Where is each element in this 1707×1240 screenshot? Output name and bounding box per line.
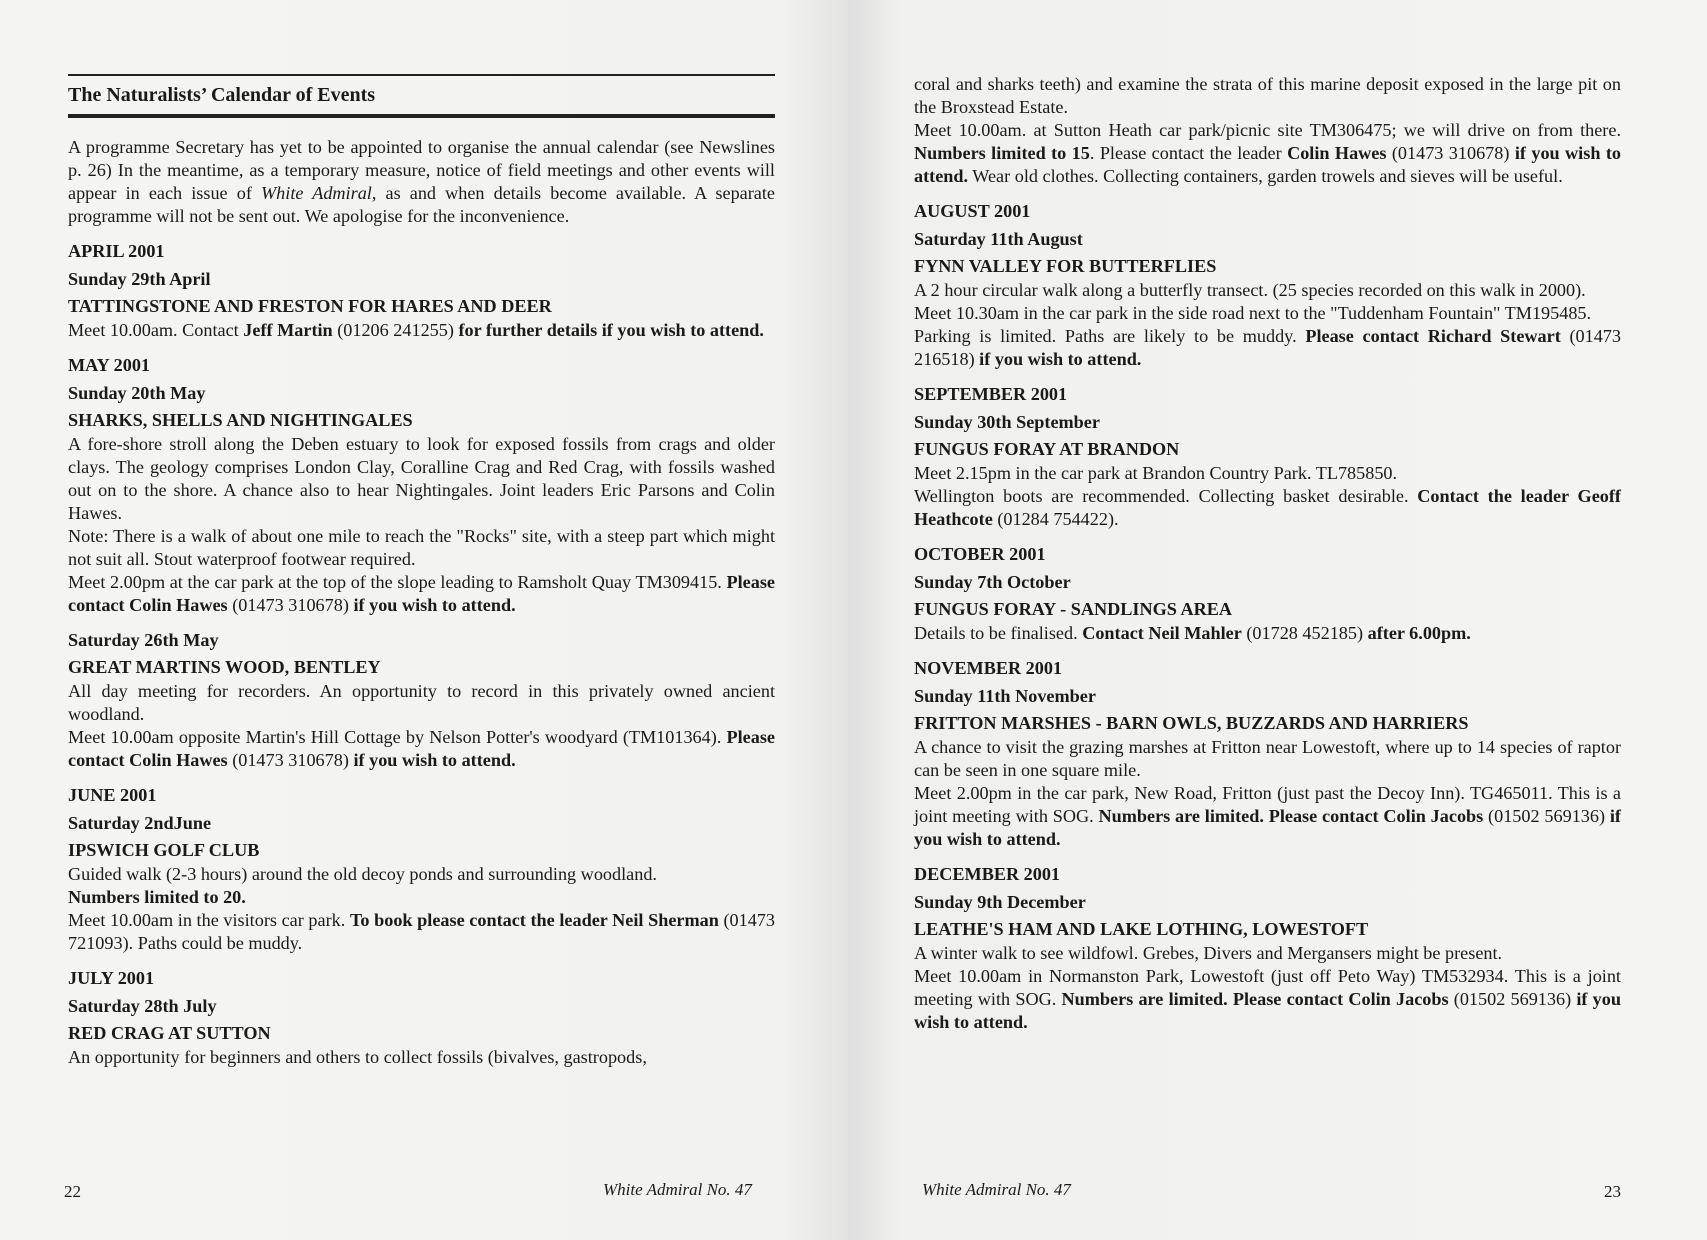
event-description: coral and sharks teeth) and examine the strata of this marine deposit exposed in the large pit on the Broxstead Estate. [914, 74, 1621, 117]
event-details: Meet 10.00am. Contact Jeff Martin (01206 241255) for further details if you wish to attend. [68, 320, 764, 340]
event-details: Details to be finalised. Contact Neil Mahler (01728 452185) after 6.00pm. [914, 623, 1471, 643]
left-column [68, 74, 775, 1081]
event-july-continued [914, 73, 1621, 188]
event-title: IPSWICH GOLF CLUB [68, 840, 260, 860]
month-heading: OCTOBER 2001 [914, 544, 1046, 564]
event-details: Meet 2.00pm in the car park, New Road, Fritton (just past the Decoy Inn). TG465011. This is a joint meeting with SOG. Numbers are limited. Please contact Colin Jacobs (01502 569136) if you wish to attend. [914, 783, 1621, 849]
event-date: Sunday 9th December [914, 892, 1086, 912]
month-heading: SEPTEMBER 2001 [914, 384, 1068, 404]
running-footer: White Admiral No. 47 [603, 1180, 752, 1199]
event-description: Guided walk (2-3 hours) around the old decoy ponds and surrounding woodland. [68, 864, 657, 884]
event-description: A winter walk to see wildfowl. Grebes, Divers and Mergansers might be present. [914, 943, 1503, 963]
month-heading: MAY 2001 [68, 355, 151, 375]
running-footer: White Admiral No. 47 [922, 1180, 1071, 1199]
event-august [914, 200, 1621, 371]
event-details: Meet 10.00am. at Sutton Heath car park/picnic site TM306475; we will drive on from there. Numbers limited to 15. Please contact the leader Colin Hawes (01473 310678) if you wish to attend. Wear old clothes. Collecting containers, garden trowels and sieves will be useful. [914, 120, 1621, 186]
month-heading: JULY 2001 [68, 968, 155, 988]
event-date: Saturday 11th August [914, 229, 1083, 249]
event-title: FRITTON MARSHES - BARN OWLS, BUZZARDS AND HARRIERS [914, 713, 1469, 733]
event-date: Sunday 30th September [914, 412, 1100, 432]
event-meeting-point: Meet 2.15pm in the car park at Brandon Country Park. TL785850. [914, 463, 1398, 483]
event-note: Note: There is a walk of about one mile to reach the "Rocks" site, with a steep part which might not suit all. Stout waterproof footwear required. [68, 526, 775, 569]
section-header [68, 74, 775, 118]
event-title: SHARKS, SHELLS AND NIGHTINGALES [68, 410, 413, 430]
event-date: Saturday 2ndJune [68, 813, 212, 833]
left-page [0, 0, 848, 1240]
event-title: FYNN VALLEY FOR BUTTERFLIES [914, 256, 1217, 276]
right-column [914, 73, 1621, 1046]
event-october [914, 543, 1621, 645]
event-date: Sunday 29th April [68, 269, 211, 289]
event-date: Sunday 20th May [68, 383, 206, 403]
event-meeting-point: Meet 10.30am in the car park in the side road next to the "Tuddenham Fountain" TM195485. [914, 303, 1592, 323]
event-description: A 2 hour circular walk along a butterfly transect. (25 species recorded on this walk in 2000). [914, 280, 1586, 300]
section-title: The Naturalists’ Calendar of Events [68, 84, 376, 106]
event-date: Sunday 11th November [914, 686, 1096, 706]
event-limit: Numbers limited to 20. [68, 887, 246, 907]
month-heading: AUGUST 2001 [914, 201, 1031, 221]
page-number: 23 [1604, 1182, 1621, 1201]
event-july [68, 967, 775, 1069]
event-description: An opportunity for beginners and others to collect fossils (bivalves, gastropods, [68, 1047, 647, 1067]
event-date: Saturday 26th May [68, 630, 219, 650]
event-description: All day meeting for recorders. An opportunity to record in this privately owned ancient woodland. [68, 681, 775, 724]
event-april [68, 240, 775, 342]
event-september [914, 383, 1621, 531]
event-description: A chance to visit the grazing marshes at Fritton near Lowestoft, where up to 14 species of raptor can be seen in one square mile. [914, 737, 1621, 780]
event-details: Meet 10.00am opposite Martin's Hill Cottage by Nelson Potter's woodyard (TM101364). Please contact Colin Hawes (01473 310678) if you wish to attend. [68, 727, 775, 770]
event-description: A fore-shore stroll along the Deben estuary to look for exposed fossils from crags and older clays. The geology comprises London Clay, Coralline Crag and Red Crag, with fossils washed out on to the shore. A chance also to hear Nightingales. Joint leaders Eric Parsons and Colin Hawes. [68, 434, 775, 523]
right-page [848, 0, 1707, 1240]
month-heading: DECEMBER 2001 [914, 864, 1061, 884]
page-number: 22 [64, 1182, 81, 1201]
month-heading: JUNE 2001 [68, 785, 157, 805]
event-details: Wellington boots are recommended. Collecting basket desirable. Contact the leader Geoff Heathcote (01284 754422). [914, 486, 1621, 529]
event-may-2 [68, 629, 775, 772]
event-details: Parking is limited. Paths are likely to be muddy. Please contact Richard Stewart (01473 216518) if you wish to attend. [914, 326, 1621, 369]
event-details: Meet 10.00am in the visitors car park. To book please contact the leader Neil Sherman (01473 721093). Paths could be muddy. [68, 910, 775, 953]
magazine-title: White Admiral [261, 183, 372, 203]
event-november [914, 657, 1621, 851]
event-date: Sunday 7th October [914, 572, 1071, 592]
event-may-1 [68, 354, 775, 617]
event-title: FUNGUS FORAY AT BRANDON [914, 439, 1180, 459]
event-title: GREAT MARTINS WOOD, BENTLEY [68, 657, 381, 677]
intro-paragraph: A programme Secretary has yet to be appointed to organise the annual calendar (see Newslines p. 26) In the meantime, as a temporary measure, notice of field meetings and other events will appear in each issue of White Admiral, as and when details become available. A separate programme will not be sent out. We apologise for the inconvenience. [68, 137, 775, 226]
event-december [914, 863, 1621, 1034]
month-heading: NOVEMBER 2001 [914, 658, 1063, 678]
event-details: Meet 2.00pm at the car park at the top of the slope leading to Ramsholt Quay TM309415. Please contact Colin Hawes (01473 310678) if you wish to attend. [68, 572, 775, 615]
event-date: Saturday 28th July [68, 996, 217, 1016]
event-june [68, 784, 775, 955]
event-title: RED CRAG AT SUTTON [68, 1023, 271, 1043]
event-details: Meet 10.00am in Normanston Park, Lowestoft (just off Peto Way) TM532934. This is a joint meeting with SOG. Numbers are limited. Please contact Colin Jacobs (01502 569136) if you wish to attend. [914, 966, 1621, 1032]
event-title: LEATHE'S HAM AND LAKE LOTHING, LOWESTOFT [914, 919, 1369, 939]
event-title: TATTINGSTONE AND FRESTON FOR HARES AND DEER [68, 296, 552, 316]
month-heading: APRIL 2001 [68, 241, 165, 261]
event-title: FUNGUS FORAY - SANDLINGS AREA [914, 599, 1232, 619]
